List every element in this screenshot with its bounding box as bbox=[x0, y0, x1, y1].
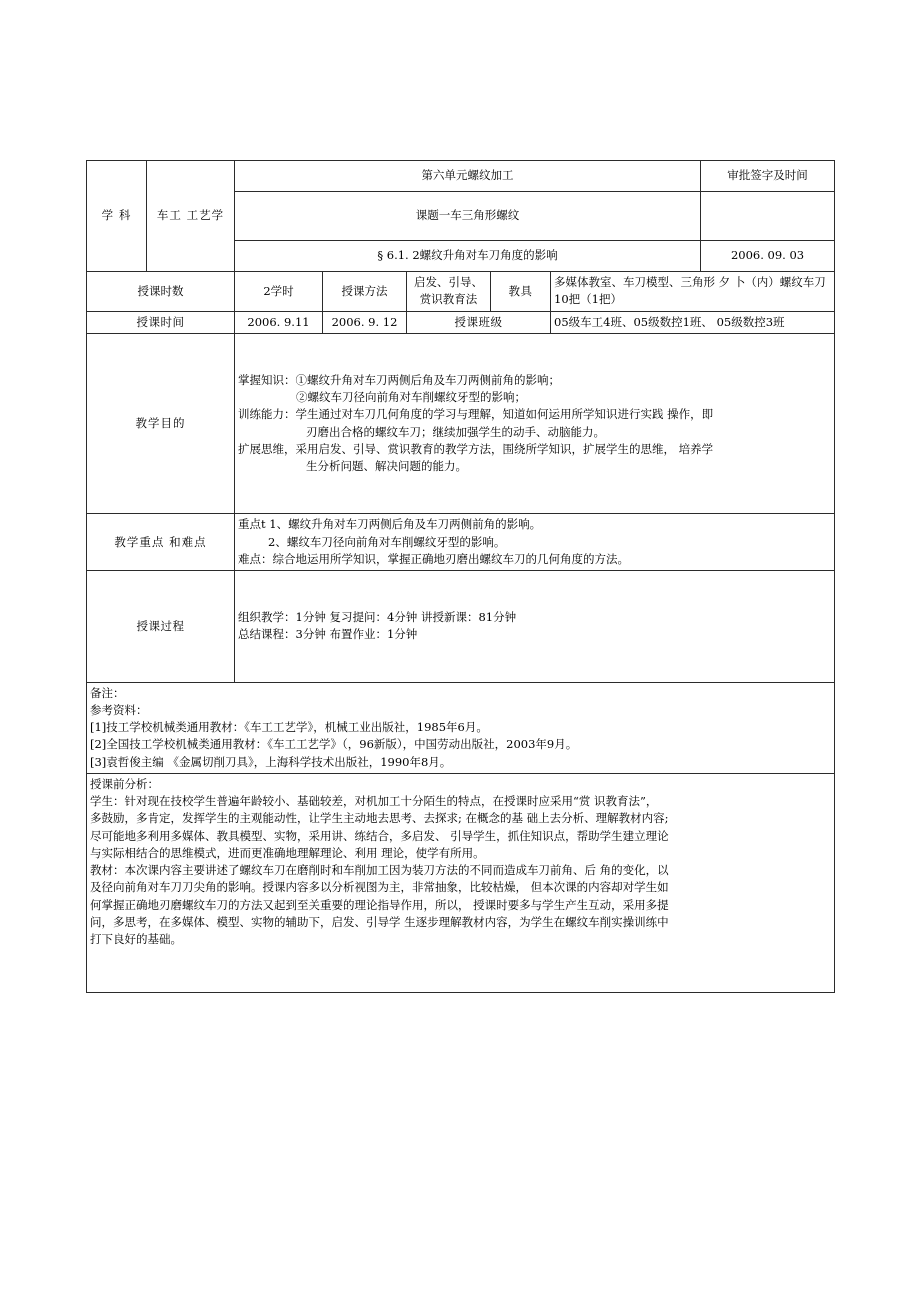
table-row-header-1 bbox=[87, 161, 835, 192]
process-spacer bbox=[238, 573, 831, 609]
objectives-line-2: ②螺纹车刀径向前角对车削螺纹牙型的影响； bbox=[296, 390, 526, 404]
method-value bbox=[407, 272, 491, 312]
process-content bbox=[235, 571, 835, 683]
reference-item-1: [1]技工学校机械类通用教材：《车工工艺学》，机械工业出版社，1985年6月。 bbox=[90, 720, 488, 734]
objectives-line-1: 掌握知识：①螺纹升角对车刀两侧后角及车刀两侧前角的影响； bbox=[238, 372, 560, 387]
lesson-plan-table bbox=[86, 160, 835, 993]
table-row-objectives bbox=[87, 333, 835, 514]
class-value-line-2: 05级数控3班 bbox=[716, 314, 785, 329]
subject-label: 学 科 bbox=[87, 161, 147, 272]
analysis-line-4: 尽可能地多利用多媒体、教具模型、实物，采用讲、练结合，多启发、 引导学生，抓住知识点，帮助学生建立理论 bbox=[90, 828, 669, 843]
table-row-hours bbox=[87, 272, 835, 312]
objectives-content bbox=[235, 333, 835, 514]
table-row-notes bbox=[87, 682, 835, 773]
analysis-bottom-spacer bbox=[90, 948, 831, 990]
lesson-title-line-2: 课题一车三角形螺纹 bbox=[235, 192, 701, 241]
reference-item-2: [2]全国技工学校机械类通用教材：《车工工艺学》（，96新版），中国劳动出版社，2003年9月。 bbox=[90, 737, 578, 752]
class-label: 授课班级 bbox=[407, 311, 551, 333]
reference-item-3: [3]袁哲俊主编 《金属切削刀具》，上海科学技术出版社，1990年8月。 bbox=[90, 754, 452, 769]
table-row-time bbox=[87, 311, 835, 333]
objectives-line-5: 扩展思维，采用启发、引导、赏识教育的教学方法，围绕所学知识，扩展学生的思维， 培养学 bbox=[238, 441, 714, 456]
subject-value: 车工 工艺学 bbox=[147, 161, 235, 272]
analysis-line-10: 打下良好的基础。 bbox=[90, 932, 182, 946]
analysis-line-3: 多鼓励，多肯定，发挥学生的主观能动性，让学生主动地去思考、去探求; 在概念的基 础上去分析、理解教材内容; bbox=[90, 811, 669, 826]
process-line-1: 组织教学：1分钟 复习提问：4分钟 讲授新课：81分钟 bbox=[238, 610, 517, 624]
hours-label: 授课时数 bbox=[87, 272, 235, 312]
approval-date: 2006. 09. 03 bbox=[701, 241, 835, 272]
key-points-line-1: 重点t 1、螺纹升角对车刀两侧后角及车刀两侧前角的影响。 bbox=[238, 517, 542, 532]
aids-value-line-1: 多媒体教室、车刀模型、三角形 夕 bbox=[554, 275, 731, 289]
notes-line-2: 参考资料： bbox=[90, 702, 148, 717]
analysis-line-5: 与实际相结合的思维模式，进而更准确地理解理论、利用 理论，使学有所用。 bbox=[90, 845, 485, 860]
class-value-line-1: 05级车工4班、05级数控1班、 bbox=[554, 314, 713, 329]
notes-content bbox=[87, 682, 835, 773]
analysis-content bbox=[87, 773, 835, 993]
analysis-line-8: 何掌握正确地刃磨螺纹车刀的方法又起到至关重要的理论指导作用，所以， 授课时要多与学生产生互动，采用多提 bbox=[90, 897, 669, 912]
objectives-line-4: 刃磨出合格的螺纹车刀；继续加强学生的动手、动脑能力。 bbox=[306, 424, 605, 439]
hours-value: 2学时 bbox=[235, 272, 323, 312]
class-value bbox=[551, 311, 835, 333]
objectives-line-3: 训练能力：学生通过对车刀几何角度的学习与理解，知道如何运用所学知识进行实践 操作，即 bbox=[238, 407, 714, 422]
aids-value bbox=[551, 272, 835, 312]
key-points-line-3: 难点：综合地运用所学知识，掌握正确地刃磨出螺纹车刀的几何角度的方法。 bbox=[238, 551, 629, 566]
notes-line-1: 备注： bbox=[90, 685, 125, 700]
process-line-2: 总结课程：3分钟 布置作业：1分钟 bbox=[238, 627, 418, 642]
analysis-line-2: 学生：针对现在技校学生普遍年龄较小、基础较差，对机加工十分陌生的特点，在授课时应采用“赏 识教育法”， bbox=[90, 794, 658, 808]
process-spacer-bottom bbox=[238, 644, 831, 680]
analysis-line-6: 教材：本次课内容主要讲述了螺纹车刀在磨削时和车削加工因为装刀方法的不同而造成车刀前角、后 角的变化，以 bbox=[90, 863, 669, 877]
approval-label: 审批签字及时间 bbox=[701, 161, 835, 192]
method-label: 授课方法 bbox=[323, 272, 407, 312]
key-points-label: 教学重点 和难点 bbox=[87, 514, 235, 571]
method-value-line-1: 启发、引导、 bbox=[414, 275, 483, 289]
analysis-line-7: 及径向前角对车刀刀尖角的影响。授课内容多以分析视图为主，非常抽象，比较枯燥， 但本次课的内容却对学生如 bbox=[90, 880, 669, 895]
analysis-line-1: 授课前分析： bbox=[90, 776, 159, 791]
key-points-line-2: 2、螺纹车刀径向前角对车削螺纹牙型的影响。 bbox=[268, 534, 506, 549]
objectives-spacer-bottom bbox=[238, 475, 831, 511]
objectives-spacer bbox=[238, 336, 831, 372]
lesson-title-line-3: § 6.1. 2螺纹升角对车刀角度的影响 bbox=[235, 241, 701, 272]
table-row-key-points bbox=[87, 514, 835, 571]
table-row-analysis bbox=[87, 773, 835, 993]
objectives-label: 教学目的 bbox=[87, 333, 235, 514]
time-label: 授课时间 bbox=[87, 311, 235, 333]
objectives-line-6: 生分析问题、解决问题的能力。 bbox=[306, 459, 467, 473]
approval-signature-area[interactable] bbox=[701, 192, 835, 241]
key-points-content bbox=[235, 514, 835, 571]
aids-value-line-2: 卜（内）螺纹车刀10把（1把） bbox=[554, 275, 826, 307]
table-row-process bbox=[87, 571, 835, 683]
analysis-line-9: 问，多思考，在多媒体、模型、实物的辅助下，启发、引导学 生逐步理解教材内容，为学生在螺纹车削实操训练中 bbox=[90, 914, 669, 929]
time-date-1: 2006. 9.11 bbox=[235, 311, 323, 333]
process-label: 授课过程 bbox=[87, 571, 235, 683]
time-date-2: 2006. 9. 12 bbox=[323, 311, 407, 333]
method-value-line-2: 赏识教育法 bbox=[419, 292, 478, 307]
aids-label: 教具 bbox=[491, 272, 551, 312]
lesson-title-line-1: 第六单元螺纹加工 bbox=[235, 161, 701, 192]
